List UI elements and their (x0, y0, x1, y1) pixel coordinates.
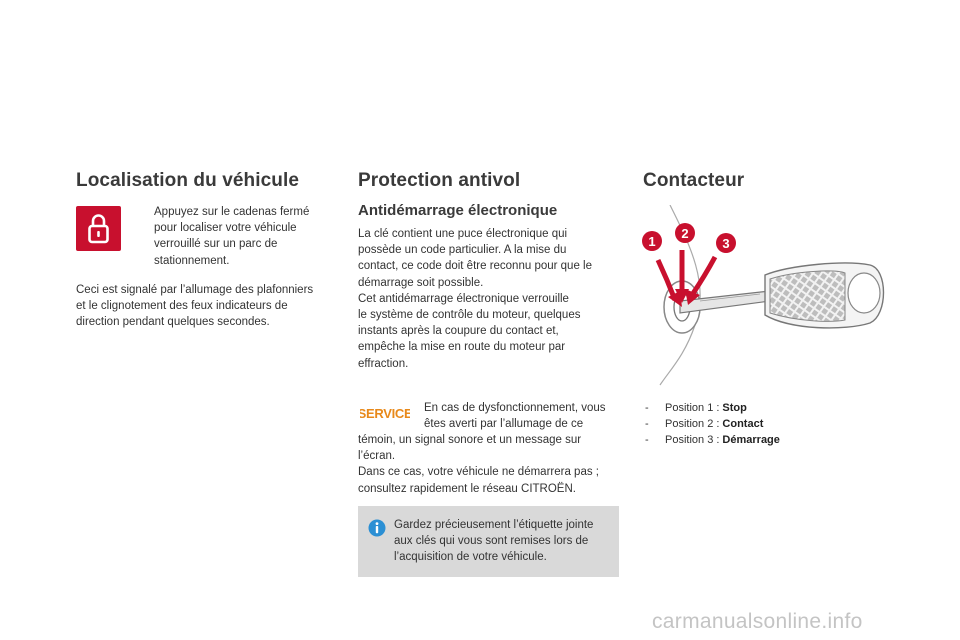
contacteur-title: Contacteur (643, 170, 745, 191)
antidemarrage-body: La clé contient une puce électronique qui possède un code particulier. A la mise du contact, ce code doit être reconnu pour que le démarrage soit possible. Cet antidémarrage électronique verrouille le système de contrôle du moteur, quelques instants après la coupure du contact et, empêche la mise en route du moteur par effraction. (358, 228, 592, 370)
svg-text:1: 1 (648, 234, 656, 249)
ignition-key-illustration (630, 205, 890, 390)
svg-text:3: 3 (722, 236, 730, 251)
service-label: SERVICE (360, 406, 410, 421)
antidemarrage-subtitle: Antidémarrage électronique (358, 202, 558, 219)
position-row: - Position 2 : Contact (645, 418, 764, 430)
positions-list (645, 400, 780, 448)
service-text-full: témoin, un signal sonore et un message sur l’écran. Dans ce cas, votre véhicule ne démarrera pas ; consultez rapidement le réseau CITROËN. (358, 434, 599, 495)
service-warning-icon (360, 403, 410, 423)
protection-title: Protection antivol (358, 170, 521, 191)
info-text: Gardez précieusement l’étiquette jointe aux clés qui vous sont remises lors de l’acquisition de votre véhicule. (394, 519, 594, 564)
localisation-title: Localisation du véhicule (76, 170, 300, 191)
service-text-short: En cas de dysfonctionnement, vous êtes averti par l’allumage de ce (424, 402, 606, 431)
svg-text:2: 2 (681, 226, 689, 241)
info-note (358, 506, 619, 577)
watermark: carmanualsonline.info (652, 610, 863, 633)
lock-instruction: Appuyez sur le cadenas fermé pour localiser votre véhicule verrouillé sur un parc de stationnement. (154, 206, 310, 267)
position-row: - Position 1 : Stop (645, 402, 747, 414)
localisation-body: Ceci est signalé par l’allumage des plafonniers et le clignotement des feux indicateurs de direction pendant quelques secondes. (76, 284, 314, 329)
lock-button-icon (76, 206, 121, 251)
info-icon (368, 519, 386, 537)
position-row: - Position 3 : Démarrage (645, 434, 780, 446)
